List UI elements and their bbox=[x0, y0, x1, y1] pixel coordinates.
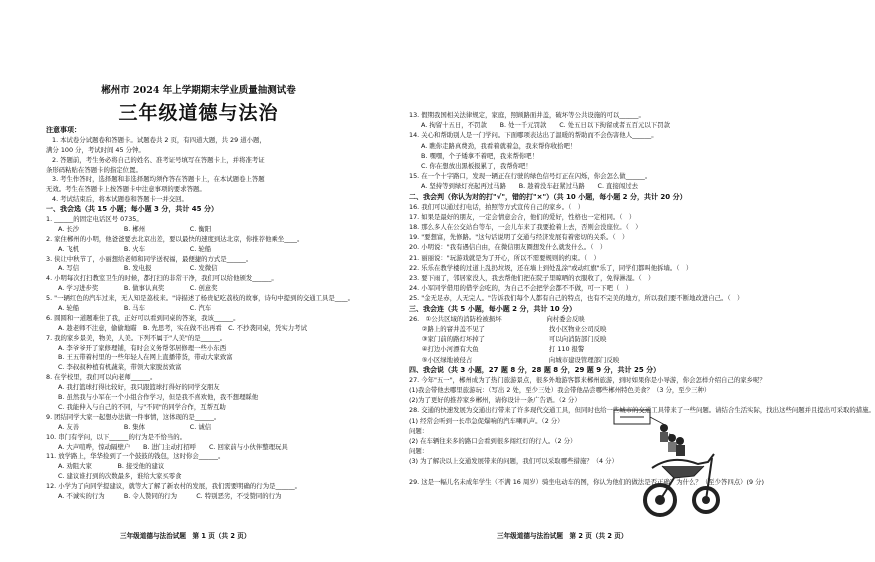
text-line: 11. 放学路上，华华捡到了一个鼓鼓的钱包，这时你会______。 bbox=[46, 452, 225, 461]
text-line: (1) 经常会听到一长串急促爆响的汽车喇叭声。（2 分） bbox=[409, 416, 564, 425]
text-line: 22. 乐乐在教学楼的过道上乱扔垃圾，还在墙上到处乱涂"或动红旗"乐了，同学们都叫他拆墙。（ ） bbox=[409, 263, 693, 272]
text-line: (2) 在车辆往来多的路口会看到很多闯红灯的行人。（2 分） bbox=[409, 437, 577, 445]
e-bike-illustration bbox=[612, 408, 722, 528]
text-line: 一、我会选（共 15 小题；每小题 3 分，共计 45 分） bbox=[46, 205, 218, 214]
text-line: 28. 交通的快速发展为交通出行带来了许多现代交通工具，但同时也给一些城市的交通工具带来了一些问题。请结合生活实际，找出这些问题并且提出可采取的措施。 bbox=[409, 406, 875, 415]
text-line: A. 坚持等到绿灯亮起再过马路 B. 趁着没车赶紧过马路 C. 直接闯过去 bbox=[421, 182, 639, 191]
text-line: 15. 在一个十字路口，发现一辆正在行驶的绿色信号灯正在闪烁，你会怎么做______。 bbox=[409, 172, 652, 181]
text-line: 6. 圆圆和一道题难住了我，正好可以看到同桌的答案，我该______。 bbox=[46, 313, 240, 322]
text-line: A. 劝阻大家 B. 接受他的建议 bbox=[58, 462, 165, 471]
text-line: (3) 为了解决以上交通发展带来的问题，我们可以采取哪些措施？（4 分） bbox=[409, 457, 618, 466]
text-line: 注意事项： bbox=[46, 126, 81, 134]
text-line: A. 我打篮球打得比较好，我只跟篮球打得好的同学交朋友 bbox=[58, 383, 220, 392]
text-line: 16. 我们可以通过打电话，拍照等方式宣传自己的家乡。（ ） bbox=[409, 202, 585, 211]
text-line: 1. ______的固定电话区号 0735。 bbox=[46, 215, 143, 224]
text-line: B. 虽然我与小军在一个小组合作学习，但是我不喜欢他，我不想理睬他 bbox=[58, 393, 259, 402]
text-line: 无效。考生在答题卡上按答题卡中注意事项的要求答题。 bbox=[46, 185, 206, 194]
text-line: 4. 小明每次打扫教室卫生的时候，都打扫的非常干净，我们可以给他颁发______。 bbox=[46, 274, 278, 283]
text-line: ②路上的窨井盖不见了 找小区物业公司反映 bbox=[409, 324, 607, 333]
text-line: A. 长沙 B. 郴州 C. 衡阳 bbox=[58, 224, 212, 233]
text-line: 三、我会连（共 5 小题，每小题 2 分，共计 10 分） bbox=[409, 304, 577, 313]
text-line: 9. 团结同学大家一起想办法做一件事情，这体现的是______。 bbox=[46, 412, 221, 421]
text-line: A. 李爷爷开了家修理铺，有时会义务帮邻居修理一些小东西 bbox=[58, 343, 227, 352]
text-line: A. 趁老师不注意，偷偷地瞄 B. 先思考，实在做不出再看 C. 不抄袭同桌，凭实力考试 bbox=[58, 323, 307, 332]
text-line: (1)我会带他去哪里旅游玩：（写出 2 处，至少三处）我会带他品尝哪些郴州特色美食？（3 分，至少三种） bbox=[409, 386, 711, 395]
text-line: A. 友善 B. 集体 C. 诚信 bbox=[58, 422, 212, 431]
text-line: 3. 侠让中秋节了，小丽想给老师和同学送祝福，最便捷的方式是______。 bbox=[46, 254, 253, 263]
text-line: A. 学习进步奖 B. 做事认真奖 C. 创意奖 bbox=[58, 284, 218, 293]
text-line: A. 轮船 B. 马车 C. 汽车 bbox=[58, 304, 212, 313]
text-line: 20. 小明说："我有遇信自由，在微信朋友圈想发什么就发什么。（ ） bbox=[409, 243, 607, 252]
text-line: 17. 如果是最好的朋友，一定会情意会合，他们的爱好，性格也一定相同。（ ） bbox=[409, 212, 636, 221]
text-line: ③家门前的路灯坏掉了 可以向消防部门反映 bbox=[409, 335, 607, 344]
text-line: A. 拘留十五日，不罚款 B. 处一千元罚款 C. 处五日以下拘留或者五百元以下罚款 bbox=[421, 121, 670, 130]
text-line: (2)为了更好的推荐家乡郴州，请你设计一条广告语。（2 分） bbox=[409, 396, 581, 405]
text-line: 4. 考试结束后，将本试题卷和答题卡一并交回。 bbox=[52, 195, 188, 204]
exam-page-2 bbox=[397, 0, 875, 562]
text-line: 24. 小军同学借用的借学会吃的，为自己不会把学会都不不做，可一下吧（ ） bbox=[409, 284, 633, 293]
text-line: 23. 要下雨了，邻居家没人，我去帮他们把在院子里晾晒的衣服收了，免得淋湿。（ ） bbox=[409, 274, 655, 282]
exam-subtitle: 郴州市 2024 年上学期期末学业质量抽测试卷 bbox=[101, 85, 296, 96]
text-line: 2. 家住郴州的小明，他爸爸要去北京出差，要以最快的速度到达北京，你推荐他乘坐____。 bbox=[46, 234, 304, 243]
text-line: C. 李叔叔种植有机蔬菜，带领大家脱贫致富 bbox=[58, 363, 182, 372]
text-line: B. 嘿嘿，个子矮拿不着吧，我来帮你吧！ bbox=[421, 151, 539, 160]
text-line: 5. "一辆红色的汽车过来，无人知是荔枝来。"诗描述了杨贵妃吃荔枝的故事，诗句中提到的交通工具是____。 bbox=[46, 294, 354, 303]
text-line: 13. 假期我国相关法律规定，家庭，照顾路面井盖，破坏等公共设施的可以______。 bbox=[409, 111, 645, 119]
text-line: C. 我能伸入与自己的不同，与"不同"的同学合作，互帮互助 bbox=[58, 402, 226, 411]
text-line: 12. 小学为了向同学提建议，就等大了解了新农村的发展，我们需要明确的行为是______。 bbox=[46, 482, 302, 491]
text-line: ⑤小区绿地被侵占 向城市建设管理部门反映 bbox=[409, 355, 620, 364]
text-line: 19. "要想富，先修路。"这句话说明了交通与经济发展有着密切的关系。（ ） bbox=[409, 233, 629, 242]
text-line: A. 大声喧哗，惊动隔壁户 B. 进门主动打招呼 C. 回家前与小伙伴整理玩具 bbox=[58, 442, 288, 451]
text-line: 问题： bbox=[409, 426, 429, 435]
page-1-body bbox=[46, 126, 380, 523]
text-line: 7. 我的家乡景美，物美，人美。下列不属于"人美"的是______。 bbox=[46, 333, 227, 342]
text-line: 10. 串门有学问，以下______的行为是不恰当的。 bbox=[46, 432, 187, 441]
text-line: B. 王五带着村里的一些年轻人在网上直播带货，带动大家致富 bbox=[58, 353, 233, 362]
text-line: 3. 考生作答时，选择题和非选择题均须作答在答题卡上，在本试题卷上答题 bbox=[52, 175, 265, 184]
exam-title: 三年级道德与法治 bbox=[118, 102, 279, 124]
text-line: A. 写信 B. 发电报 C. 发微信 bbox=[58, 264, 218, 273]
text-line: 四、我会说（共 3 小题，27 题 8 分，28 题 8 分，29 题 9 分，共计 25 分） bbox=[409, 365, 661, 374]
page-2-body bbox=[409, 110, 875, 540]
exam-page-1 bbox=[0, 0, 397, 562]
text-line: C. 你在想放出黑板报累了，我帮你吧！ bbox=[421, 161, 532, 170]
text-line: 21. 丽丽说："玩游戏就是为了开心，所以不需要规则的约束。（ ） bbox=[409, 253, 600, 262]
text-line: 1. 本试卷分试题卷和答题卡。试题卷共 2 页，有四道大题，共 29 道小题， bbox=[52, 135, 266, 144]
text-line: 25. "金无足赤，人无完人。"告诉我们每个人都有自己的特点，也有不完美的地方，所以我们要不断地改进自己。（ ） bbox=[409, 294, 744, 303]
text-line: ④打边小河漂有大鱼 打 110 报警 bbox=[409, 345, 585, 354]
text-line bbox=[409, 467, 782, 477]
text-line: 满分 100 分，考试时间 45 分钟。 bbox=[46, 145, 145, 154]
text-line: A. 不诚实的行为 B. 令人赞同的行为 C. 特别恶劣，不受赞同的行为 bbox=[58, 491, 282, 500]
text-line: 14. 关心和帮助别人是一门学问。下面哪项表达出了温暖的帮助而不会伤害他人______。 bbox=[409, 131, 658, 140]
text-line: A. 飞机 B. 火车 C. 轮船 bbox=[58, 244, 212, 253]
text-line: 2. 答题前，考生务必将自己的姓名、准考证号填写在答题卡上，并将准考证 bbox=[52, 155, 265, 164]
text-line: 29. 这是一幅儿名未成年学生（不满 16 周岁）骑坐电动车的图，你认为他们的做法是否正确？为什么？（至少答四点）(9 分) bbox=[409, 477, 765, 486]
text-line: 26. ①公共区域的消防栓被损坏 向村委会反映 bbox=[409, 314, 585, 323]
text-line: 问题： bbox=[409, 447, 429, 456]
page-2-footer: 三年级道德与法治试题 第 2 页（共 2 页） bbox=[497, 532, 628, 540]
text-line: 27. 今年"五一"，郴州成为了热门旅游景点，很多外地游客都来郴州旅游，到时如果你是小导游，你会怎样介绍自己的家乡呢？ bbox=[409, 375, 766, 384]
page-1-footer: 三年级道德与法治试题 第 1 页（共 2 页） bbox=[120, 532, 251, 540]
text-line: 二、我会判（你认为对的打"√"，错的打"×"）（共 10 小题，每小题 2 分，共计 20 分） bbox=[409, 192, 687, 201]
text-line: C. 建议谁打到的次数最多，谁给大家买零食 bbox=[58, 472, 182, 481]
text-line: 18. 那么多人在公交站台等车，一会儿车来了我要抢着上去，否则会没座位。（ ） bbox=[409, 223, 642, 232]
text-line: 条形码粘贴在答题卡的指定位置。 bbox=[46, 165, 142, 174]
text-line: 8. 在学校里，我们可以向老师______。 bbox=[46, 373, 157, 382]
text-line: A. 瞧你走路真费劲，我看着就着急，我来帮你收拾吧！ bbox=[421, 141, 577, 150]
